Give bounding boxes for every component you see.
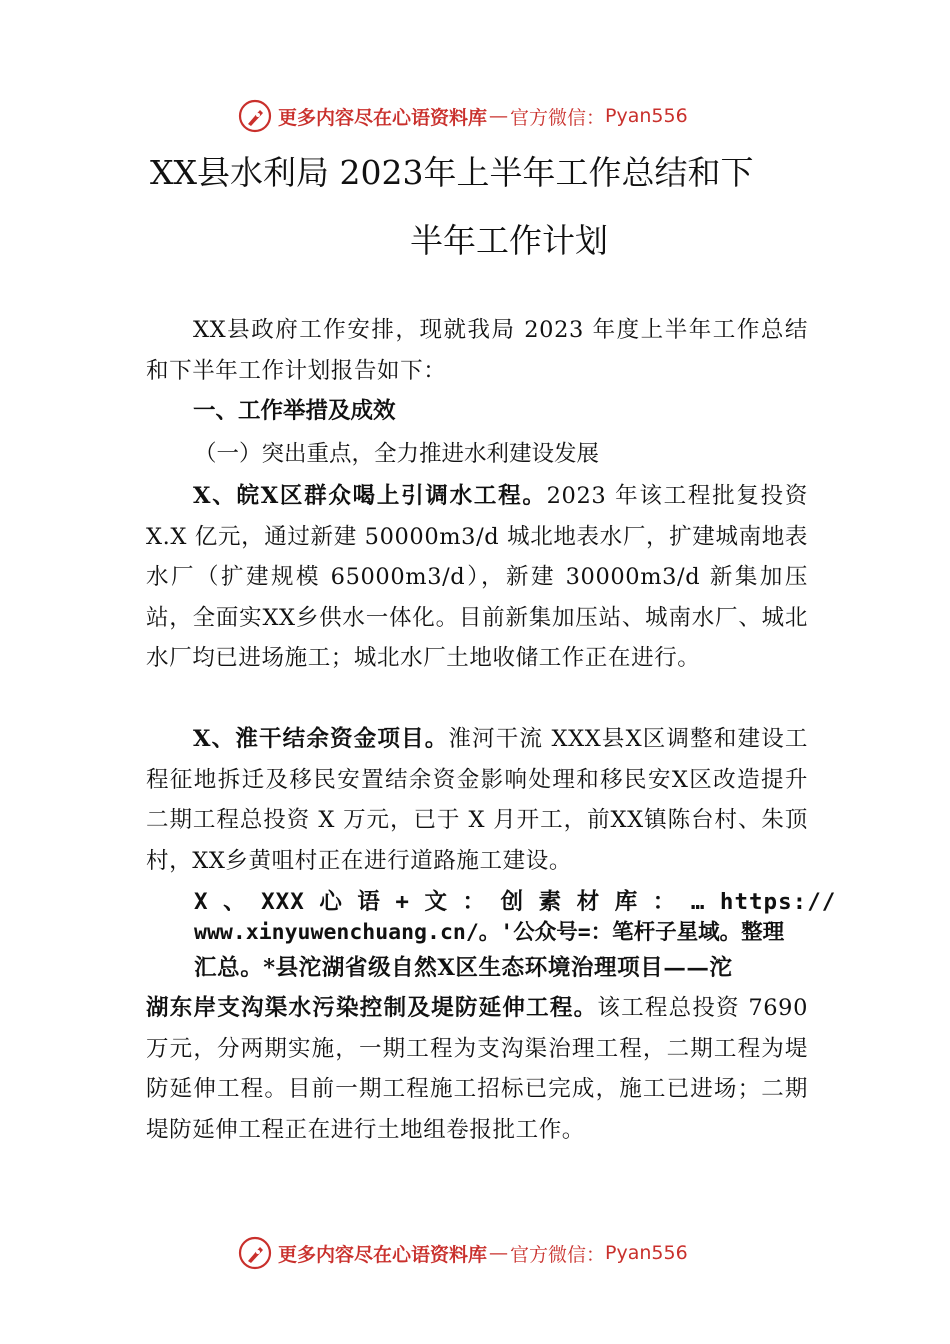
banner-text: 更多内容尽在心语资料库 (278, 1243, 488, 1266)
item-1-lead: X、皖X区群众喝上引调水工程。 (193, 483, 547, 509)
intro-paragraph: XX县政府工作安排，现就我局 2023 年度上半年工作总结和下半年工作计划报告如下： (146, 317, 808, 384)
item-3-lead-line-3: 汇总。*县沱湖省级自然X区生态环境治理项目——沱 (194, 955, 733, 981)
footer-banner (238, 1233, 688, 1273)
pen-nib-circle-icon (238, 99, 272, 133)
item-2-paragraph (146, 719, 808, 881)
banner-separator: — (489, 105, 509, 127)
banner-separator: — (489, 1242, 509, 1264)
wechat-label: 官方微信： (510, 106, 606, 129)
wechat-label: 官方微信： (510, 1243, 606, 1266)
banner-text: 更多内容尽在心语资料库 (278, 106, 488, 129)
item-3-paragraph (146, 988, 808, 1150)
section-heading-1: 一、工作举措及成效 (193, 398, 396, 424)
pen-nib-circle-icon (238, 1236, 272, 1270)
item-3-watermark-line-2: www.xinyuwenchuang.cn/。'公众号=：笔杆子星域。整理 (194, 920, 785, 945)
item-3-body: 该工程总投资 7690 万元，分两期实施，一期工程为支沟渠治理工程，二期工程为堤防延伸工程。目前一期工程施工招标已完成，施工已进场；二期堤防延伸工程正在进行土地组卷报批工作。 (146, 995, 809, 1143)
header-banner (238, 96, 688, 136)
document-title-line2: 半年工作计划 (410, 221, 608, 260)
document-title-line1: XX县水利局 2023年上半年工作总结和下 (150, 153, 754, 192)
item-1-body: 2023 年该工程批复投资 X.X 亿元，通过新建 50000m3/d 城北地表水厂，扩建城南地表水厂（扩建规模 65000m3/d），新建 30000m3/d 新集加压站，全面实XX乡供水一体化。目前新集加压站、城南水厂、城北水厂均已进场施工；城北水厂土地收储工作正在进行。 (146, 483, 808, 671)
item-2-body: 淮河干流 XXX县X区调整和建设工程征地拆迁及移民安置结余资金影响处理和移民安X区改造提升二期工程总投资 X 万元，已于 X 月开工，前XX镇陈台村、朱顶村，XX乡黄咀村正在进行道路施工建设。 (146, 726, 808, 874)
item-1-paragraph (146, 476, 808, 679)
item-3-watermark-line-1: X 、 XXX 心 语 + 文 ： 创 素 材 库 ： … https:// (194, 889, 837, 915)
wechat-id: Pyan556 (605, 105, 688, 127)
wechat-id: Pyan556 (605, 1242, 688, 1264)
item-2-lead: X、淮干结余资金项目。 (193, 726, 449, 752)
subsection-heading-1: （一）突出重点，全力推进水利建设发展 (194, 441, 600, 467)
item-3-lead-line-4: 湖东岸支沟渠水污染控制及堤防延伸工程。 (146, 995, 598, 1021)
